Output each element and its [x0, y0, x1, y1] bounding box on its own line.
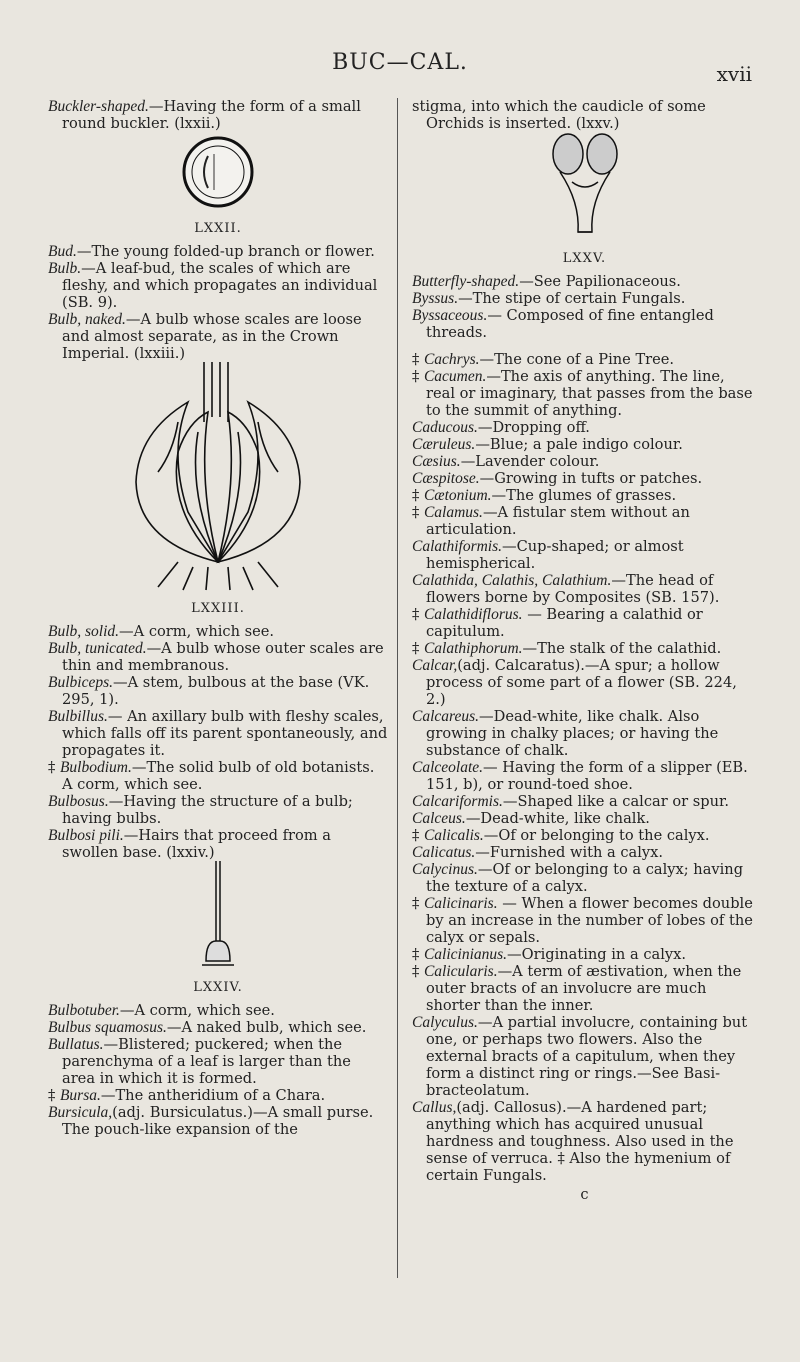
entry-term: ‡ Bursa.: [48, 1087, 101, 1104]
entry-term: ‡ Calamus.: [412, 504, 483, 521]
entry-term: ‡ Cacumen.: [412, 368, 487, 385]
entry-term: ‡ Calathiphorum.: [412, 640, 523, 657]
figure-caption: LXXIV.: [193, 980, 243, 995]
glossary-entry: [48, 1087, 388, 1104]
entry-definition: —Dead-white, like chalk. Also growing in chalky places; or having the substance of chalk.: [426, 708, 719, 759]
buckler-illustration: [48, 132, 388, 237]
entry-term: Calyculus.: [412, 1014, 478, 1031]
glossary-entry: [412, 368, 757, 419]
buckler-figure: [178, 132, 258, 212]
glossary-entry: [412, 538, 757, 572]
entry-definition: —A naked bulb, which see.: [166, 1019, 367, 1036]
entry-definition: —Having the structure of a bulb; having bulbs.: [62, 793, 353, 827]
entry-definition: —A fistular stem without an articulation.: [426, 504, 690, 538]
entry-term: Bullatus.: [48, 1036, 104, 1053]
entry-definition: — An axillary bulb with fleshy scales, which falls off its parent spontaneously, and propagates it.: [62, 708, 388, 759]
glossary-entry: [412, 895, 757, 946]
glossary-entry: [48, 1002, 388, 1019]
butterfly-figure: [550, 132, 620, 242]
entry-term: Bulb, solid.: [48, 623, 120, 640]
glossary-entry: [412, 290, 757, 307]
entry-term: ‡ Cachrys.: [412, 351, 480, 368]
figure-caption: LXXV.: [562, 251, 607, 266]
glossary-entry: [412, 273, 757, 290]
entry-term: Bulbus squamosus.: [48, 1019, 167, 1036]
entry-definition: —A leaf-bud, the scales of which are fleshy, and which propagates an individual (SB. 9).: [62, 260, 378, 311]
glossary-entry: [48, 827, 388, 861]
entry-term: ‡ Bulbodium.: [48, 759, 132, 776]
entry-definition: —Growing in tufts or patches.: [479, 470, 703, 487]
entry-term: Byssaceous.: [412, 307, 488, 324]
entry-term: ‡ Calicularis.: [412, 963, 498, 980]
glossary-entry: [412, 861, 757, 895]
entry-definition: —The young folded-up branch or flower.: [76, 243, 375, 260]
glossary-entry: [412, 708, 757, 759]
entry-term: Cæspitose.: [412, 470, 480, 487]
entry-definition: —Of or belonging to a calyx; having the texture of a calyx.: [426, 861, 744, 895]
glossary-entry: [412, 351, 757, 368]
glossary-entry: [48, 793, 388, 827]
bulb-figure: [118, 362, 318, 592]
glossary-entry: [412, 504, 757, 538]
entry-term: Cæruleus.: [412, 436, 476, 453]
glossary-entry: [412, 1099, 757, 1184]
glossary-entry: [412, 793, 757, 810]
entry-definition: —Dropping off.: [477, 419, 590, 436]
entry-definition: —Having the form of a small round buckler. (lxxii.): [62, 98, 361, 132]
glossary-entry: [48, 640, 388, 674]
glossary-entry: [412, 963, 757, 1014]
entry-definition: —Dead-white, like chalk.: [465, 810, 650, 827]
hair-figure: [198, 861, 238, 971]
glossary-entry: [412, 844, 757, 861]
glossary-entry: [412, 946, 757, 963]
hair-illustration: [48, 861, 388, 996]
bulb-illustration: [48, 362, 388, 617]
signature-mark: c: [580, 1186, 589, 1203]
glossary-entry: [412, 657, 757, 708]
entry-term: Calceolate.: [412, 759, 484, 776]
entry-term: Calcar,: [412, 657, 458, 674]
entry-term: Bulbillus.: [48, 708, 108, 725]
glossary-entry: [412, 827, 757, 844]
entry-definition: —The stipe of certain Fungals.: [458, 290, 686, 307]
glossary-entry: [412, 606, 757, 640]
figure-caption: LXXIII.: [191, 601, 245, 616]
entry-term: Calceus.: [412, 810, 466, 827]
glossary-entry: [412, 419, 757, 436]
glossary-entry: [412, 470, 757, 487]
entry-term: ‡ Calicinaris.: [412, 895, 498, 912]
entry-definition: —A corm, which see.: [119, 623, 275, 640]
glossary-entry: [412, 487, 757, 504]
glossary-entry: [48, 623, 388, 640]
entry-term: ‡ Calathidiflorus.: [412, 606, 523, 623]
glossary-entry: [48, 1019, 388, 1036]
entry-term: Byssus.: [412, 290, 459, 307]
entry-definition: —See Papilionaceous.: [519, 273, 681, 290]
entry-term: Calcariformis.: [412, 793, 503, 810]
entry-term: Bursicula,: [48, 1104, 113, 1121]
entry-definition: —Lavender colour.: [460, 453, 600, 470]
entry-definition: —Hairs that proceed from a swollen base. (lxxiv.): [62, 827, 331, 861]
entry-definition: (adj. Callosus).—A hardened part; anything which has acquired unusual hardness and toughness. Also used in the sense of verruca. ‡ Also the hymenium of certain Fungals.: [426, 1099, 734, 1184]
entry-term: Bulb, tunicated.: [48, 640, 147, 657]
entry-term: Cæsius.: [412, 453, 461, 470]
entry-definition: —The axis of anything. The line, real or imaginary, that passes from the base to the summit of anything.: [426, 368, 753, 419]
entry-term: Bulbosus.: [48, 793, 109, 810]
entry-definition: — When a flower becomes double by an increase in the number of lobes of the calyx or sepals.: [426, 895, 753, 946]
entry-term: Calcareus.: [412, 708, 480, 725]
entry-definition: (adj. Bursiculatus.)—A small purse. The pouch-like expansion of the: [62, 1104, 374, 1138]
entry-term: Calicatus.: [412, 844, 476, 861]
entry-definition: —The solid bulb of old botanists. A corm, which see.: [62, 759, 375, 793]
glossary-entry: [48, 674, 388, 708]
entry-term: ‡ Cætonium.: [412, 487, 492, 504]
entry-definition: —Blue; a pale indigo colour.: [475, 436, 683, 453]
glossary-entry: [48, 708, 388, 759]
entry-definition: —The cone of a Pine Tree.: [479, 351, 675, 368]
glossary-entry: [48, 1104, 388, 1138]
right-column: [412, 98, 757, 1203]
running-head: BUC—CAL.: [332, 50, 468, 75]
entry-term: Bulb.: [48, 260, 82, 277]
glossary-entry: [412, 1014, 757, 1099]
entry-definition: —Shaped like a calcar or spur.: [502, 793, 729, 810]
entry-definition: —A partial involucre, containing but one, or perhaps two flowers. Also the external bracts of a capitulum, when they form a distinct ring or rings.—See Basi-bracteolatum.: [426, 1014, 748, 1099]
entry-term: Butterfly-shaped.: [412, 273, 520, 290]
glossary-entry: [412, 307, 757, 341]
glossary-entry: [48, 98, 388, 132]
entry-term: Calathida, Calathis, Calathium.: [412, 572, 612, 589]
entry-definition: —The head of flowers borne by Composites (SB. 157).: [426, 572, 720, 606]
entry-definition: —A corm, which see.: [119, 1002, 275, 1019]
entry-term: Calycinus.: [412, 861, 478, 878]
glossary-entry: [48, 243, 388, 260]
entry-definition: —A bulb whose outer scales are thin and membranous.: [62, 640, 384, 674]
entry-definition: — Composed of fine entangled threads.: [426, 307, 714, 341]
glossary-entry: [48, 260, 388, 311]
glossary-entry: [412, 759, 757, 793]
entry-definition: —Originating in a calyx.: [507, 946, 686, 963]
glossary-entry: [412, 572, 757, 606]
entry-definition: —A term of æstivation, when the outer bracts of an involucre are much shorter than the inner.: [426, 963, 742, 1014]
entry-term: Bud.: [48, 243, 77, 260]
entry-definition: — Having the form of a slipper (EB. 151, b), or round-toed shoe.: [426, 759, 748, 793]
section-break: [412, 341, 757, 351]
entry-definition: —Cup-shaped; or almost hemispherical.: [426, 538, 684, 572]
glossary-entry: [412, 436, 757, 453]
entry-definition: —The glumes of grasses.: [491, 487, 677, 504]
entry-definition: —Blistered; puckered; when the parenchyma of a leaf is larger than the area in which it is formed.: [62, 1036, 351, 1087]
entry-definition: —A stem, bulbous at the base (VK. 295, 1).: [62, 674, 370, 708]
entry-definition: —The stalk of the calathid.: [522, 640, 722, 657]
entry-definition: —A bulb whose scales are loose and almost separate, as in the Crown Imperial. (lxxiii.): [62, 311, 362, 362]
entry-definition: —The antheridium of a Chara.: [100, 1087, 326, 1104]
entry-definition: — Bearing a calathid or capitulum.: [426, 606, 703, 640]
entry-term: Buckler-shaped.: [48, 98, 149, 115]
entry-definition: stigma, into which the caudicle of some Orchids is inserted. (lxxv.): [412, 98, 706, 132]
entry-term: Callus,: [412, 1099, 457, 1116]
entry-term: Bulbosi pili.: [48, 827, 124, 844]
glossary-entry: [412, 810, 757, 827]
glossary-entry: [48, 759, 388, 793]
column-divider: [397, 98, 398, 1278]
glossary-entry: [412, 98, 757, 132]
entry-definition: —Furnished with a calyx.: [475, 844, 664, 861]
entry-term: Calathiformis.: [412, 538, 503, 555]
entry-definition: —Of or belonging to the calyx.: [483, 827, 710, 844]
entry-term: ‡ Calicalis.: [412, 827, 484, 844]
butterfly-illustration: [412, 132, 757, 267]
left-column: [48, 98, 388, 1138]
entry-term: Bulb, naked.: [48, 311, 126, 328]
figure-caption: LXXII.: [194, 221, 242, 236]
glossary-entry: [412, 640, 757, 657]
entry-term: ‡ Calicinianus.: [412, 946, 508, 963]
glossary-entry: [48, 311, 388, 362]
page-number: xvii: [716, 62, 752, 86]
entry-term: Caducous.: [412, 419, 478, 436]
entry-definition: (adj. Calcaratus).—A spur; a hollow process of some part of a flower (SB. 224, 2.): [426, 657, 737, 708]
glossary-entry: [412, 453, 757, 470]
glossary-entry: [48, 1036, 388, 1087]
entry-term: Bulbotuber.: [48, 1002, 120, 1019]
entry-term: Bulbiceps.: [48, 674, 113, 691]
